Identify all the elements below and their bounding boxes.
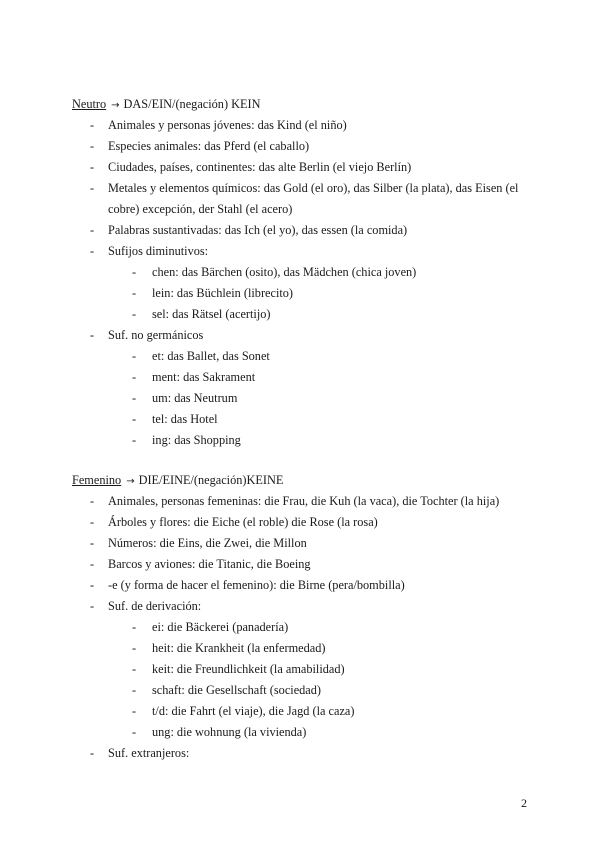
femenino-section bbox=[72, 470, 542, 764]
list-item: - Palabras sustantivadas: das Ich (el yo), das essen (la comida) bbox=[90, 223, 408, 237]
neutro-title: Neutro bbox=[72, 97, 107, 111]
list-item: - Números: die Eins, die Zwei, die Millon bbox=[90, 536, 307, 550]
list-item: - Árboles y flores: die Eiche (el roble) die Rose (la rosa) bbox=[90, 515, 378, 529]
page-number: 2 bbox=[521, 796, 527, 810]
femenino-heading bbox=[72, 470, 542, 491]
neutro-heading bbox=[72, 94, 542, 115]
diminutivos-list bbox=[108, 262, 542, 325]
list-item: - Metales y elementos químicos: das Gold (el oro), das Silber (la plata), das Eisen (el cobre) excepción, der Stahl (el acero) bbox=[90, 181, 519, 216]
list-item: - ing: das Shopping bbox=[132, 433, 241, 447]
list-item-derivacion: - Suf. de derivación: - ei: die Bäckerei (panadería) - heit: die Krankheit (la enfermedad) - keit: die Freundlichkeit (la amabilidad) - schaft: die Gesellschaft (sociedad) - t/d: die Fahrt (el viaje), die Jagd (la caza) - ung: die wohnung (la vivienda) bbox=[72, 596, 542, 743]
list-item: - lein: das Büchlein (librecito) bbox=[132, 286, 294, 300]
right-arrow-icon: → bbox=[111, 100, 120, 111]
list-item: - t/d: die Fahrt (el viaje), die Jagd (la caza) bbox=[132, 704, 355, 718]
list-item: - Barcos y aviones: die Titanic, die Boeing bbox=[90, 557, 311, 571]
neutro-rule: DAS/EIN/(negación) KEIN bbox=[123, 97, 261, 111]
list-item: - tel: das Hotel bbox=[132, 412, 218, 426]
list-item: - Animales y personas jóvenes: das Kind (el niño) bbox=[90, 118, 347, 132]
list-item: - heit: die Krankheit (la enfermedad) bbox=[132, 641, 326, 655]
femenino-title: Femenino bbox=[72, 473, 122, 487]
list-item: - chen: das Bärchen (osito), das Mädchen (chica joven) bbox=[132, 265, 417, 279]
femenino-list bbox=[72, 491, 542, 764]
list-item: - -e (y forma de hacer el femenino): die Birne (pera/bombilla) bbox=[90, 578, 405, 592]
list-item-diminutivos: - Sufijos diminutivos: - chen: das Bärchen (osito), das Mädchen (chica joven) - lein: das Büchlein (librecito) - sel: das Rätsel (acertijo) bbox=[72, 241, 542, 325]
list-item: - Ciudades, países, continentes: das alte Berlin (el viejo Berlín) bbox=[90, 160, 412, 174]
derivacion-list bbox=[108, 617, 542, 743]
femenino-rule: DIE/EINE/(negación)KEINE bbox=[138, 473, 284, 487]
list-item-no-germanicos: - Suf. no germánicos - et: das Ballet, das Sonet - ment: das Sakrament - um: das Neutrum - tel: das Hotel - ing: das Shopping bbox=[72, 325, 542, 451]
neutro-list bbox=[72, 115, 542, 451]
right-arrow-icon: → bbox=[126, 476, 135, 487]
list-item: - ung: die wohnung (la vivienda) bbox=[132, 725, 307, 739]
list-item: - Animales, personas femeninas: die Frau, die Kuh (la vaca), die Tochter (la hija) bbox=[90, 494, 500, 508]
no-germanicos-list bbox=[108, 346, 542, 451]
list-item: - sel: das Rätsel (acertijo) bbox=[132, 307, 271, 321]
list-item: - ei: die Bäckerei (panadería) bbox=[132, 620, 289, 634]
neutro-section bbox=[72, 94, 542, 451]
list-item: - Especies animales: das Pferd (el caballo) bbox=[90, 139, 310, 153]
list-item: - schaft: die Gesellschaft (sociedad) bbox=[132, 683, 322, 697]
list-item: - keit: die Freundlichkeit (la amabilidad) bbox=[132, 662, 345, 676]
list-item-extranjeros: - Suf. extranjeros: bbox=[90, 746, 190, 760]
list-item: - um: das Neutrum bbox=[132, 391, 238, 405]
list-item: - ment: das Sakrament bbox=[132, 370, 256, 384]
list-item: - et: das Ballet, das Sonet bbox=[132, 349, 270, 363]
